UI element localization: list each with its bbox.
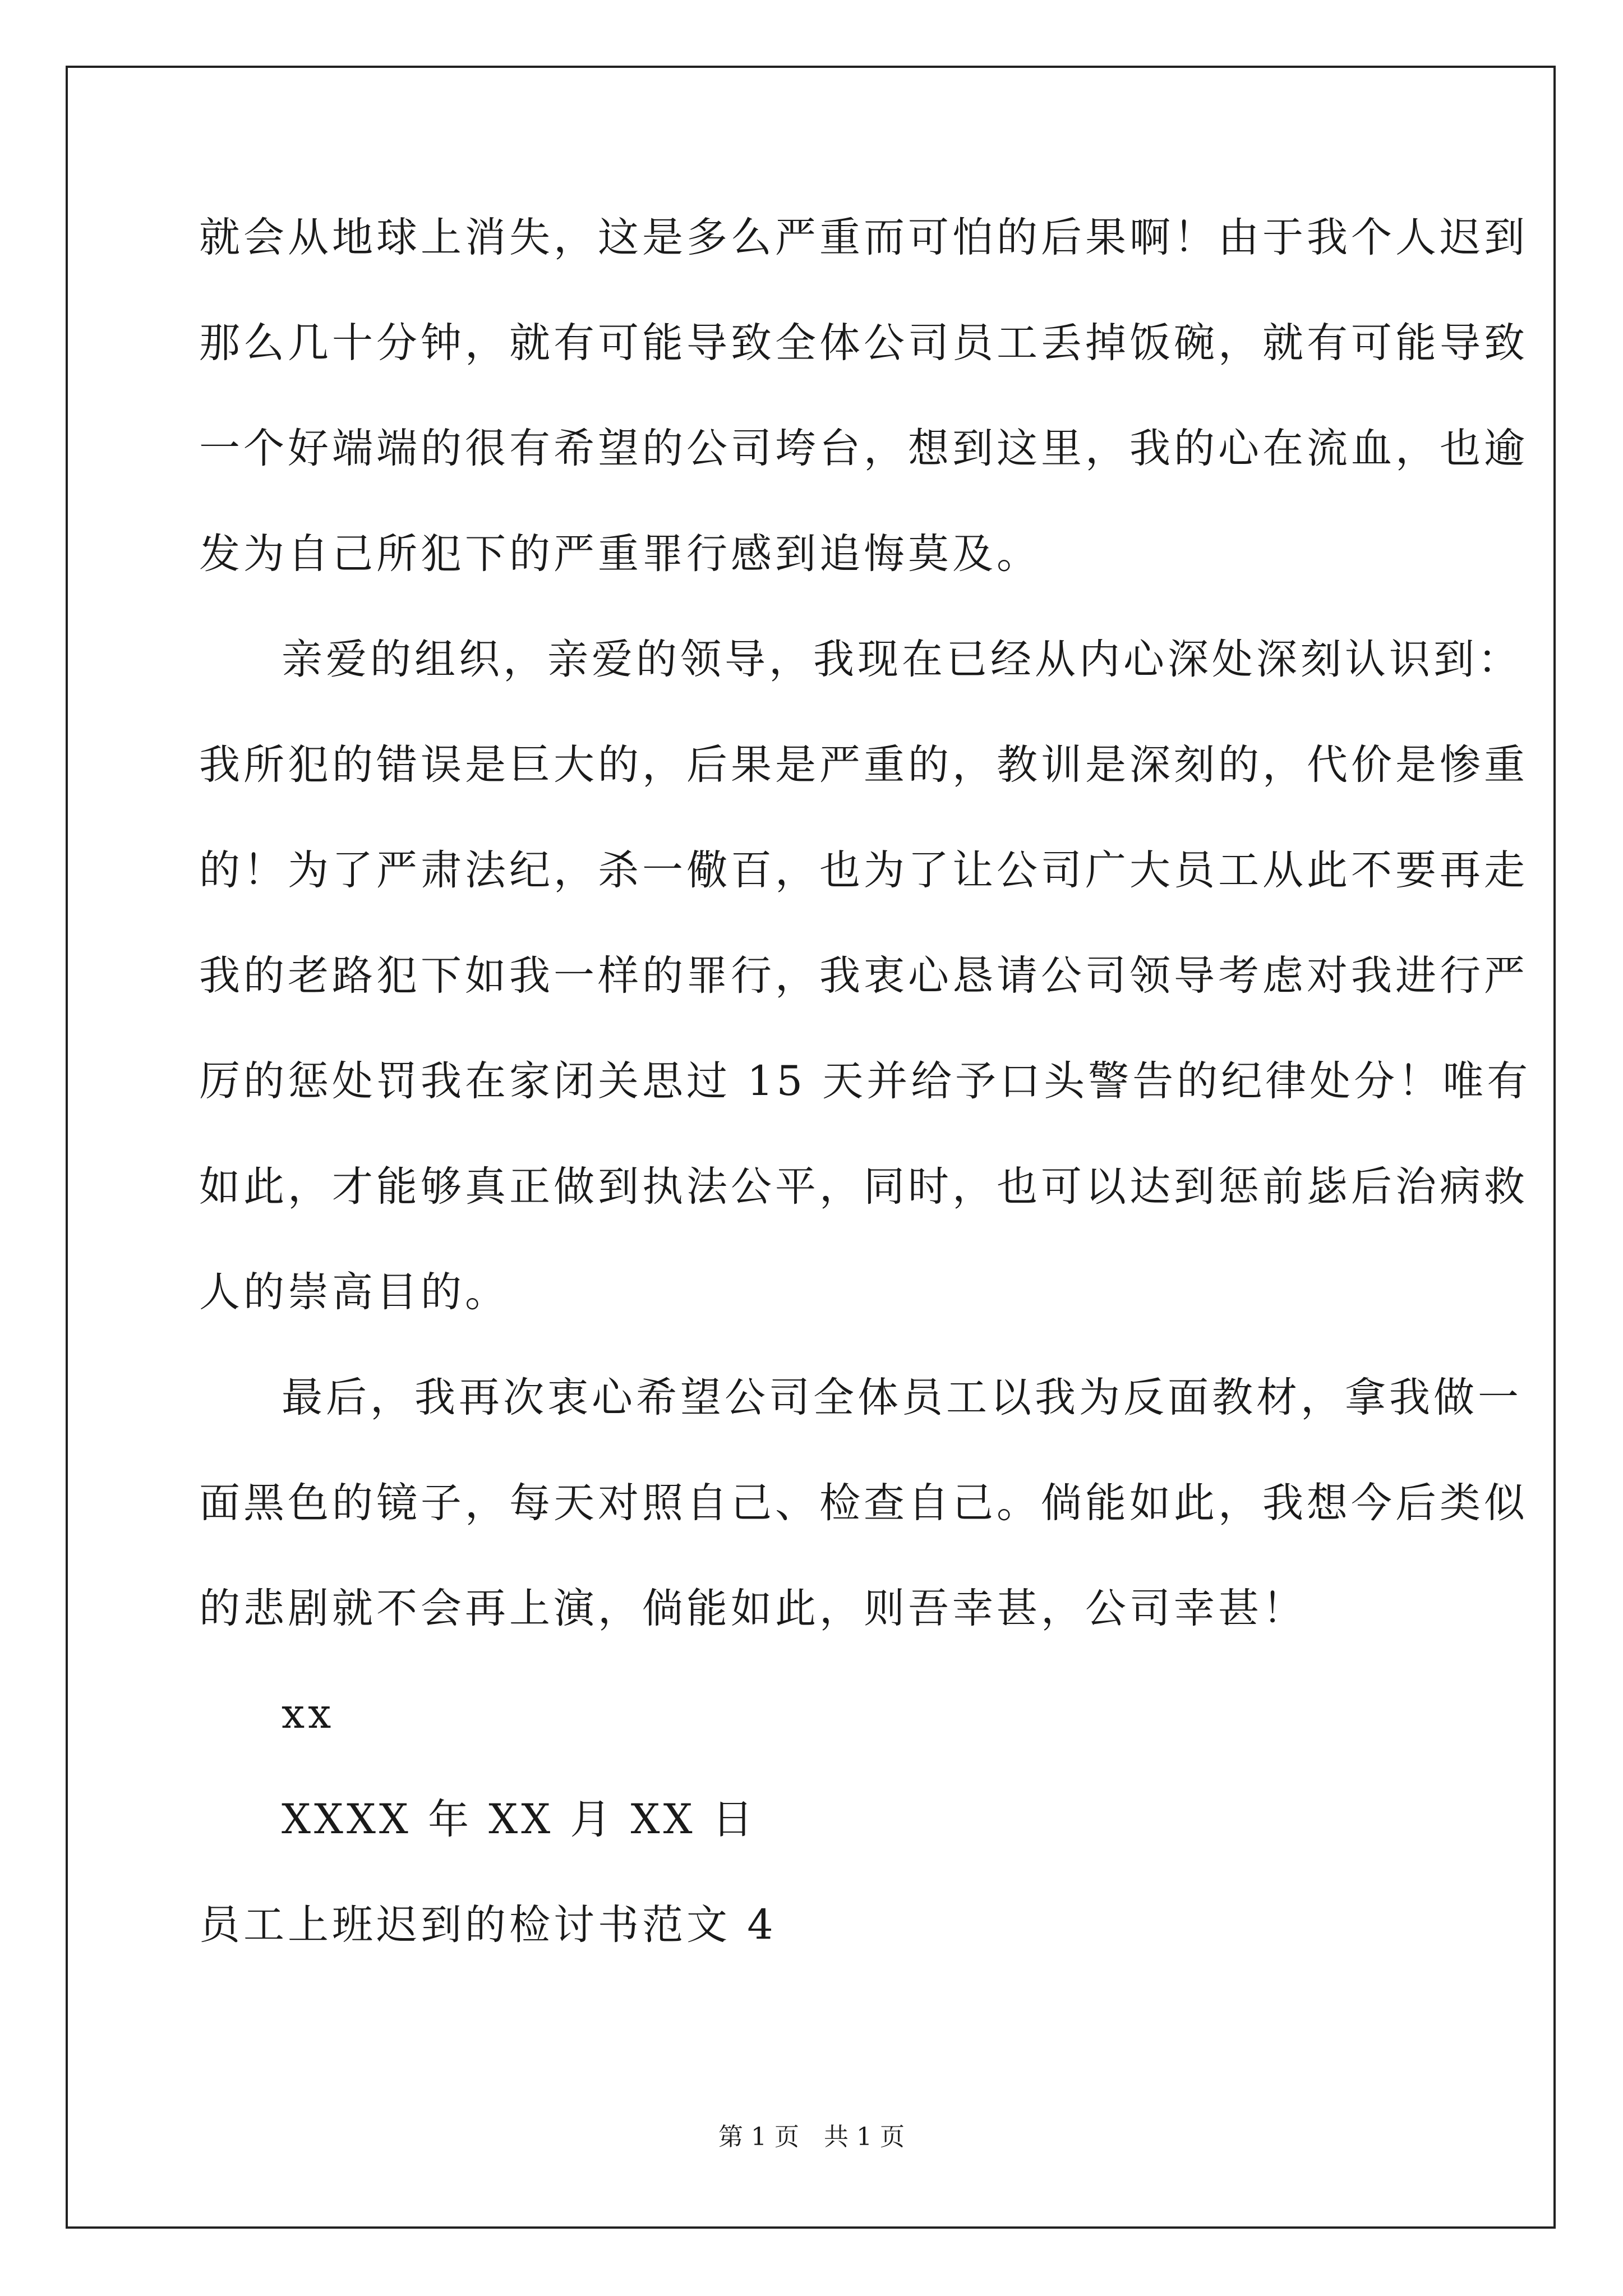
text-line: 面黑色的镜子，每天对照自己、检查自己。倘能如此，我想今后类似 (199, 1479, 1528, 1527)
text-line: 厉的惩处罚我在家闭关思过 15 天并给予口头警告的纪律处分！唯有 (199, 1057, 1532, 1105)
paragraph-start-line: 亲爱的组织，亲爱的领导，我现在已经从内心深处深刻认识到： (282, 636, 1522, 683)
paragraph-start-line: 最后，我再次衷心希望公司全体员工以我为反面教材，拿我做一 (282, 1374, 1522, 1421)
text-line: 一个好端端的很有希望的公司垮台，想到这里，我的心在流血，也逾 (199, 425, 1528, 472)
section-heading: 员工上班迟到的检讨书范文 4 (199, 1901, 777, 1949)
text-line: 我的老路犯下如我一样的罪行，我衷心恳请公司领导考虑对我进行严 (199, 952, 1528, 1000)
signature-name: xx (282, 1690, 335, 1738)
text-line: 发为自己所犯下的严重罪行感到追悔莫及。 (199, 530, 1041, 578)
signature-date: XXXX 年 XX 月 XX 日 (282, 1796, 757, 1843)
text-line: 我所犯的错误是巨大的，后果是严重的，教训是深刻的，代价是惨重 (199, 741, 1528, 789)
text-line: 那么几十分钟，就有可能导致全体公司员工丢掉饭碗，就有可能导致 (199, 319, 1528, 367)
page-number: 第 1 页 共 1 页 (718, 2123, 905, 2151)
text-line: 的！为了严肃法纪，杀一儆百，也为了让公司广大员工从此不要再走 (199, 846, 1528, 894)
document-body (199, 210, 1532, 2003)
text-line: 的悲剧就不会再上演，倘能如此，则吾幸甚，公司幸甚！ (199, 1585, 1307, 1632)
text-line: 人的崇高目的。 (199, 1268, 509, 1316)
text-line: 如此，才能够真正做到执法公平，同时，也可以达到惩前毖后治病救 (199, 1163, 1528, 1211)
text-line: 就会从地球上消失，这是多么严重而可怕的后果啊！由于我个人迟到 (199, 214, 1528, 261)
